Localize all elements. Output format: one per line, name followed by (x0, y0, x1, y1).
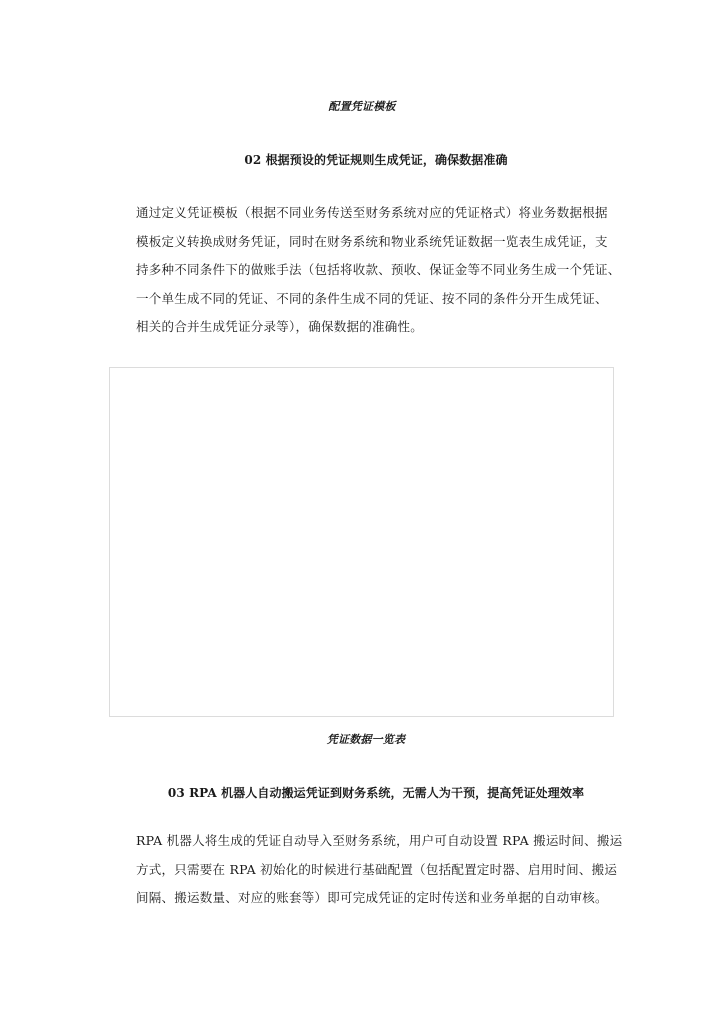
paragraph-line: 间隔、搬运数量、对应的账套等）即可完成凭证的定时传送和业务单据的自动审核。 (136, 890, 608, 905)
figure-caption-config-template: 配置凭证模板 (328, 100, 396, 113)
paragraph-line: 方式，只需要在 RPA 初始化的时候进行基础配置（包括配置定时器、启用时间、搬运 (136, 861, 618, 877)
section-03-paragraph (136, 832, 626, 918)
figure-caption-voucher-list: 凭证数据一览表 (326, 733, 406, 746)
section-02-paragraph (136, 204, 626, 347)
paragraph-line: 持多种不同条件下的做账手法（包括将收款、预收、保证金等不同业务生成一个凭证、 (136, 262, 621, 277)
section-heading-02: 02 根据预设的凭证规则生成凭证，确保数据准确 (244, 153, 508, 167)
paragraph-line: 一个单生成不同的凭证、不同的条件生成不同的凭证、按不同的条件分开生成凭证、 (136, 290, 608, 306)
figure-image-placeholder (109, 367, 614, 717)
paragraph-line: 模板定义转换成财务凭证，同时在财务系统和物业系统凭证数据一览表生成凭证，支 (136, 233, 608, 249)
section-heading-03: 03 RPA 机器人自动搬运凭证到财务系统，无需人为干预，提高凭证处理效率 (167, 786, 585, 800)
paragraph-line: 相关的合并生成凭证分录等），确保数据的准确性。 (136, 319, 424, 334)
paragraph-line: RPA 机器人将生成的凭证自动导入至财务系统，用户可自动设置 RPA 搬运时间、搬运 (136, 833, 623, 848)
paragraph-line: 通过定义凭证模板（根据不同业务传送至财务系统对应的凭证格式）将业务数据根据 (136, 205, 608, 220)
